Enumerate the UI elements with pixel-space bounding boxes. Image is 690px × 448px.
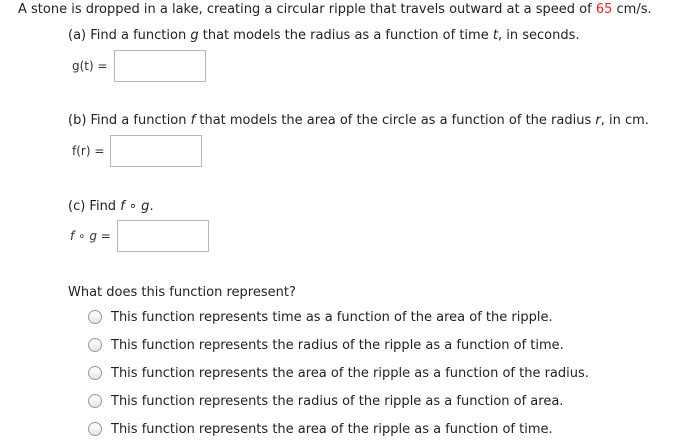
problem-intro-prefix: A stone is dropped in a lake, creating a circular ripple that travels outward at a speed of [18,2,596,17]
part-b-middle: that models the area of the circle as a function of the radius [195,113,596,128]
speed-value: 65 [595,2,613,17]
option-time-of-area[interactable] [88,303,589,331]
part-b-radius-var: r [595,113,601,128]
question-text: What does this function represent? [68,285,296,300]
part-b-field-label: f(r) = [72,144,105,158]
radio-button[interactable] [88,310,102,324]
part-b-function-var: f [190,113,196,128]
option-radius-of-area[interactable] [88,387,589,415]
radio-button[interactable] [88,338,102,352]
problem-intro-suffix: cm/s. [612,2,652,17]
part-b-suffix: , in cm. [600,113,649,128]
part-a-prefix: (a) Find a function [68,28,191,43]
f-compose-g-input[interactable] [117,220,209,252]
option-radius-of-time[interactable] [88,331,589,359]
part-b-prompt [68,113,649,129]
part-a-middle: that models the radius as a function of time [198,28,493,43]
part-a-suffix: , in seconds. [497,28,580,43]
part-b-prefix: (b) Find a function [68,113,191,128]
part-c-suffix: . [149,199,154,214]
option-label: This function represents time as a function of the area of the ripple. [111,309,553,325]
part-a-time-var: t [492,28,498,43]
part-c-answer-row [70,220,209,252]
part-a-answer-row [72,50,206,82]
g-of-t-input[interactable] [114,50,206,82]
part-c-prompt [68,199,154,215]
part-a-field-label: g(t) = [72,59,108,73]
part-a-prompt [68,28,579,44]
option-label: This function represents the radius of the ripple as a function of area. [111,393,564,409]
part-b-answer-row [72,135,202,167]
option-label: This function represents the radius of the ripple as a function of time. [111,337,564,353]
option-label: This function represents the area of the ripple as a function of the radius. [111,365,589,381]
radio-button[interactable] [88,394,102,408]
part-c-composition: f ∘ g [120,199,150,214]
radio-button[interactable] [88,422,102,436]
f-of-r-input[interactable] [110,135,202,167]
problem-statement [18,2,652,18]
radio-button[interactable] [88,366,102,380]
option-area-of-radius[interactable] [88,359,589,387]
part-c-field-label: f ∘ g = [70,229,111,243]
option-label: This function represents the area of the ripple as a function of time. [111,421,553,437]
answer-options [88,303,589,443]
part-a-function-var: g [190,28,199,43]
part-c-prefix: (c) Find [68,199,121,214]
option-area-of-time[interactable] [88,415,589,443]
